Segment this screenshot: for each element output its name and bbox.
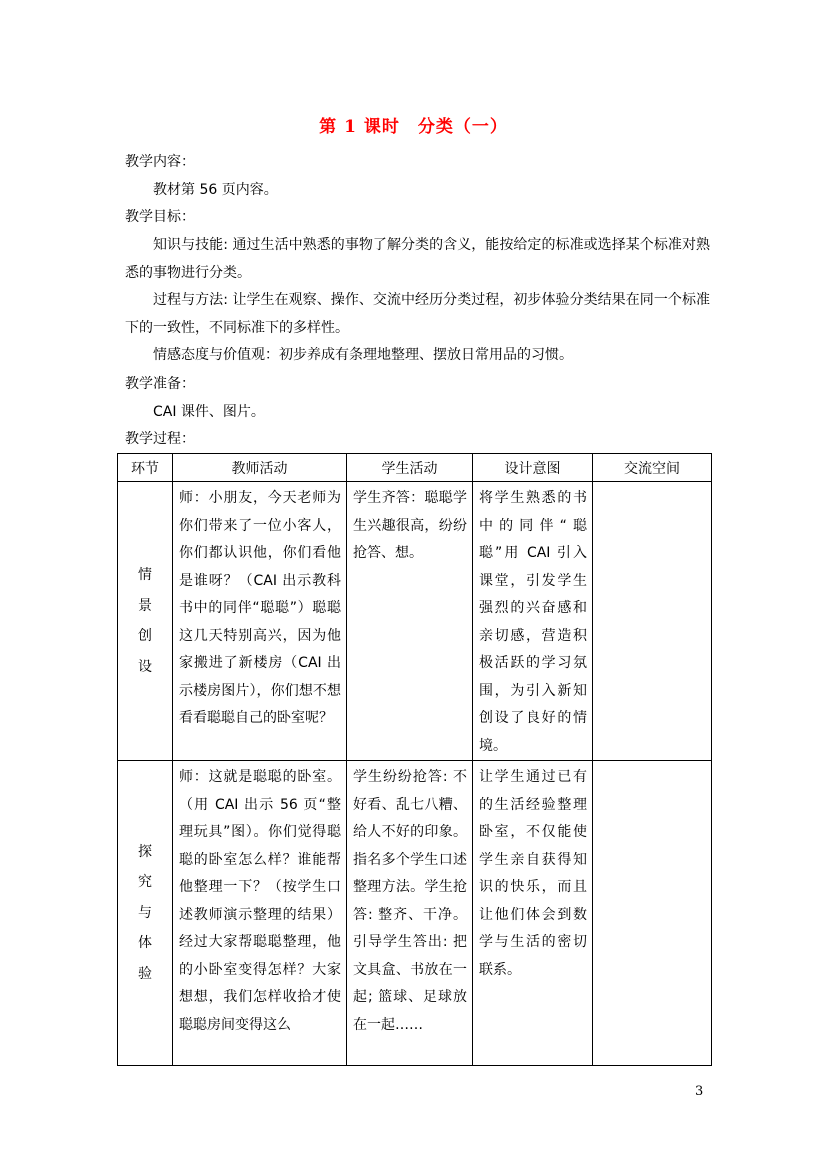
phase-char: 与 [138,904,152,921]
header-phase: 环节 [118,454,173,482]
goal-process: 过程与方法: 让学生在观察、操作、交流中经历分类过程，初步体验分类结果在同一个标准下的一致性，不同标准下的多样性。 [125,292,710,336]
student-activity-cell: 学生齐答：聪聪学生兴趣很高，纷纷抢答、想。 [347,482,473,761]
exchange-space-cell [593,482,712,761]
content-heading: 教学内容： [125,154,195,170]
phase-char: 验 [138,965,152,982]
phase-char: 景 [138,597,152,614]
phase-char: 体 [138,935,152,952]
phase-cell [118,761,173,1066]
goal-knowledge: 知识与技能: 通过生活中熟悉的事物了解分类的含义，能按给定的标准或选择某个标准对熟悉的事物进行分类。 [125,237,710,281]
header-teacher: 教师活动 [173,454,347,482]
header-intent: 设计意图 [473,454,593,482]
design-intent-cell: 将学生熟悉的书中的同伴“聪聪”用 CAI 引入课堂，引发学生强烈的兴奋感和亲切感，营造积极活跃的学习氛围，为引入新知创设了良好的情境。 [473,482,593,761]
goal-attitude: 情感态度与价值观：初步养成有条理地整理、摆放日常用品的习惯。 [153,347,573,363]
teacher-activity-cell: 师：这就是聪聪的卧室。（用 CAI 出示 56 页“整理玩具”图）。你们觉得聪聪的卧室怎么样？谁能帮他整理一下？（按学生口述教师演示整理的结果）经过大家帮聪聪整理，他的小卧室变得怎样？大家想想，我们怎样收拾才使聪聪房间变得这么 [173,761,347,1066]
prep-text: CAI 课件、图片。 [153,404,265,420]
content-text: 教材第 56 页内容。 [153,182,278,198]
goals-heading: 教学目标： [125,209,195,225]
teacher-activity-cell: 师：小朋友，今天老师为你们带来了一位小客人，你们都认识他，你们看他是谁呀？（CAI 出示教科书中的同伴“聪聪”）聪聪这几天特别高兴，因为他家搬进了新楼房（CAI 出示楼房图片），你们想不想看看聪聪自己的卧室呢？ [173,482,347,761]
table-row [118,761,712,1066]
phase-char: 情 [138,567,152,583]
page-number: 3 [695,1084,704,1099]
table-row [118,482,712,761]
header-space: 交流空间 [593,454,712,482]
phase-char: 设 [138,658,152,675]
phase-char: 创 [138,628,152,644]
phase-char: 究 [138,874,152,891]
header-student: 学生活动 [347,454,473,482]
student-activity-cell: 学生纷纷抢答: 不好看、乱七八糟、给人不好的印象。指名多个学生口述整理方法。学生抢答: 整齐、干净。引导学生答出: 把文具盒、书放在一起; 篮球、足球放在一起…… [347,761,473,1066]
prep-heading: 教学准备： [125,376,195,392]
exchange-space-cell [593,761,712,1066]
design-intent-cell: 让学生通过已有的生活经验整理卧室，不仅能使学生亲自获得知识的快乐，而且让他们体会到数学与生活的密切联系。 [473,761,593,1066]
phase-char: 探 [138,843,152,860]
table-header-row [118,454,712,482]
process-heading: 教学过程： [125,431,195,447]
phase-cell [118,482,173,761]
lesson-title: 第 1 课时 分类（一） [319,117,508,137]
teaching-process-table [117,453,712,1066]
